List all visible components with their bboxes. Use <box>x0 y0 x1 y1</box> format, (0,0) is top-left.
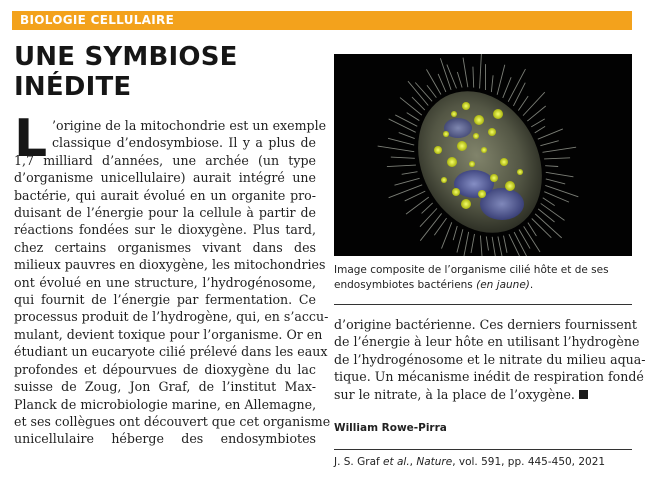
symbiont-spot <box>481 147 487 153</box>
symbiont-spot <box>451 111 457 117</box>
end-mark-icon <box>579 390 588 399</box>
body-line: Planck de microbiologie marine, en Allemagne, <box>14 396 317 412</box>
symbiont-spot <box>517 169 523 175</box>
body-line: ’origine de la mitochondrie est un exemple <box>52 118 327 133</box>
symbiont-spot <box>443 131 449 137</box>
ciliate-photo <box>334 54 632 256</box>
body-line: profondes et dépourvues de dioxygène du lac <box>14 361 316 377</box>
ref-authors: J. S. Graf <box>334 456 384 468</box>
symbiont-spot <box>461 199 471 209</box>
caption-divider <box>334 304 632 305</box>
body-line: ont évolué en une structure, l’hydrogénosome, <box>14 274 316 290</box>
symbiont-spot <box>452 188 460 196</box>
body-line: qui fournit de l’énergie par fermentation. Ce <box>14 292 316 308</box>
symbiont-spot <box>473 133 479 139</box>
body-line: duisant de l’énergie pour la cellule à partir de <box>14 205 316 221</box>
author-byline: William Rowe-Pirra <box>334 422 447 434</box>
body-line: suisse de Zoug, Jon Graf, de l’institut Max- <box>14 379 316 395</box>
article-body-right-column <box>334 316 646 403</box>
symbiont-spot <box>447 157 457 167</box>
body-line: 1,7 milliard d’années, une archée (un type <box>14 152 316 168</box>
symbiont-spot <box>500 158 508 166</box>
body-line: classique d’endosymbiose. Il y a plus de <box>52 135 316 151</box>
caption-line-2-main: endosymbiotes bactériens <box>334 279 477 291</box>
body-line: mulant, devient toxique pour l’organisme. Or en <box>14 326 323 342</box>
symbiont-spot <box>478 190 486 198</box>
section-header-bar <box>12 11 632 30</box>
ref-separator: , <box>409 456 417 468</box>
article-body-left-column <box>14 117 331 448</box>
symbiont-spot <box>457 141 467 151</box>
symbiont-spot <box>441 177 447 183</box>
symbiont-spot <box>462 102 470 110</box>
body-line: de l’hydrogénosome et le nitrate du milieu aqua- <box>334 351 646 367</box>
section-label: BIOLOGIE CELLULAIRE <box>20 13 175 27</box>
body-line: unicellulaire héberge des endosymbiotes <box>14 431 316 447</box>
body-line: processus produit de l’hydrogène, qui, en s’accu- <box>14 309 329 325</box>
body-line: bactérie, qui aurait évolué en un organite pro- <box>14 187 316 203</box>
headline-line-1: UNE SYMBIOSE <box>14 42 238 72</box>
symbiont-spot <box>488 128 496 136</box>
caption-line-2-end: . <box>529 279 534 291</box>
body-line: milieux pauvres en dioxygène, les mitochondries <box>14 257 326 273</box>
symbiont-spot <box>505 181 515 191</box>
symbiont-spot <box>434 146 442 154</box>
symbiont-spot <box>474 115 484 125</box>
body-line: tique. Un mécanisme inédit de respiration fondé <box>334 369 644 385</box>
ref-details: , vol. 591, pp. 445-450, 2021 <box>452 456 606 468</box>
symbiont-spot <box>493 109 503 119</box>
reference-divider <box>334 449 632 450</box>
caption-line-2 <box>334 278 632 293</box>
body-line: d’organisme unicellulaire) aurait intégré une <box>14 170 316 186</box>
symbiont-spot <box>469 161 475 167</box>
caption-line-1: Image composite de l’organisme cilié hôte et de ses <box>334 264 609 276</box>
headline-line-2: INÉDITE <box>14 72 132 102</box>
ref-et-al: et al. <box>383 456 410 468</box>
body-line: d’origine bactérienne. Ces derniers fournissent <box>334 317 637 332</box>
ref-journal: Nature <box>416 456 453 468</box>
article-headline <box>14 42 314 102</box>
caption-line-2-italic: (en jaune) <box>476 279 530 291</box>
symbiont-spot <box>490 174 498 182</box>
ciliate-microscopy-image <box>334 54 632 256</box>
body-line: sur le nitrate, à la place de l’oxygène. <box>334 386 632 403</box>
body-line: réactions fondées sur le dioxygène. Plus tard, <box>14 222 316 238</box>
body-line: étudiant un eucaryote cilié prélevé dans les eaux <box>14 344 328 360</box>
reference-citation <box>334 456 605 468</box>
body-line: et ses collègues ont découvert que cet organisme <box>14 413 331 429</box>
photo-caption <box>334 263 632 293</box>
body-line: de l’énergie à leur hôte en utilisant l’hydrogène <box>334 334 640 350</box>
drop-cap: L <box>14 109 48 169</box>
body-line: chez certains organismes vivant dans des <box>14 239 316 255</box>
